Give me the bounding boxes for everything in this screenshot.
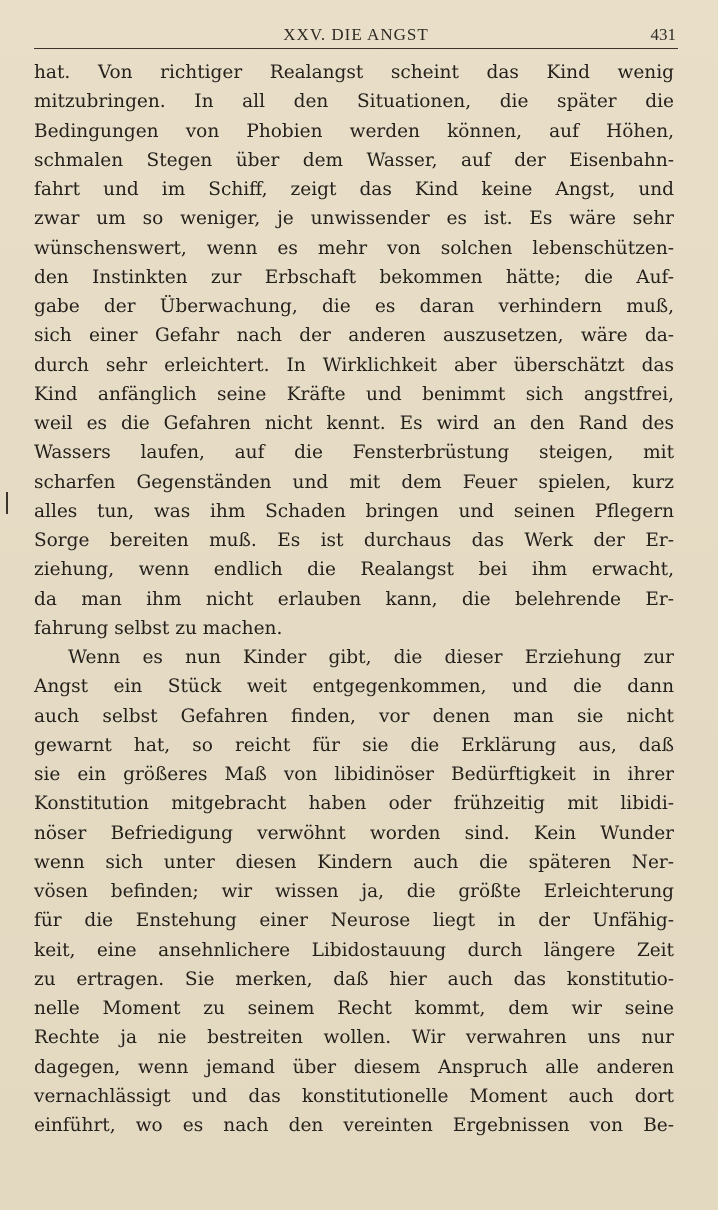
text-line: zwar um so weniger, je unwissender es ist. Es wäre sehr [34,208,674,230]
text-line: für die Enstehung einer Neurose liegt in der Unfähig- [34,910,674,932]
body-text [34,58,674,1140]
text-line: nöser Befriedigung verwöhnt worden sind. Kein Wunder [34,822,674,844]
text-line: nelle Moment zu seinem Recht kommt, dem wir seine [34,998,674,1019]
text-line: Wassers laufen, auf die Fensterbrüstung steigen, mit [34,442,674,464]
text-line-paragraph-end: fahrung selbst zu machen. [34,617,283,639]
text-line: ziehung, wenn endlich die Realangst bei ihm erwacht, [34,559,674,581]
text-line: keit, eine ansehnlichere Libidostauung durch längere Zeit [34,939,674,961]
text-line-paragraph-start: Wenn es nun Kinder gibt, die dieser Erziehung zur [68,647,674,668]
text-line: zu ertragen. Sie merken, daß hier auch das konstitutio- [34,968,674,990]
text-line: sie ein größeres Maß von libidinöser Bedürftigkeit in ihrer [34,764,674,785]
running-head: XXV. DIE ANGST [283,25,429,44]
text-line: gabe der Überwachung, die es daran verhindern muß, [34,296,674,317]
text-line: einführt, wo es nach den vereinten Ergebnissen von Be- [34,1115,674,1136]
text-line: Kind anfänglich seine Kräfte und benimmt sich angstfrei, [34,383,674,405]
text-line: fahrt und im Schiff, zeigt das Kind keine Angst, und [34,179,674,200]
text-line: durch sehr erleichtert. In Wirklichkeit aber überschätzt das [34,354,674,376]
margin-mark [6,492,8,514]
text-line: wünschenswert, wenn es mehr von solchen lebenschützen- [34,237,674,259]
text-line: weil es die Gefahren nicht kennt. Es wird an den Rand des [34,413,674,434]
text-line: gewarnt hat, so reicht für sie die Erklärung aus, daß [34,734,674,756]
text-line: den Instinkten zur Erbschaft bekommen hätte; die Auf- [34,266,674,288]
page-header [34,24,678,49]
text-line: da man ihm nicht erlauben kann, die belehrende Er- [34,588,674,610]
text-line: scharfen Gegenständen und mit dem Feuer spielen, kurz [34,471,674,493]
text-line: Sorge bereiten muß. Es ist durchaus das Werk der Er- [34,530,674,551]
text-line: vernachlässigt und das konstitutionelle Moment auch dort [34,1085,674,1107]
text-line: hat. Von richtiger Realangst scheint das Kind wenig [34,62,674,83]
text-line: sich einer Gefahr nach der anderen auszusetzen, wäre da- [34,325,674,347]
text-line: Konstitution mitgebracht haben oder frühzeitig mit libidi- [34,793,674,815]
text-line: mitzubringen. In all den Situationen, die später die [34,91,674,113]
text-line: wenn sich unter diesen Kindern auch die späteren Ner- [34,851,674,873]
text-line: vösen befinden; wir wissen ja, die größte Erleichterung [34,881,674,902]
text-line: Bedingungen von Phobien werden können, auf Höhen, [34,120,674,142]
text-line: schmalen Stegen über dem Wasser, auf der Eisenbahn- [34,149,674,171]
text-line: dagegen, wenn jemand über diesem Anspruch alle anderen [34,1056,674,1078]
text-line: Rechte ja nie bestreiten wollen. Wir verwahren uns nur [34,1027,674,1049]
text-line: alles tun, was ihm Schaden bringen und seinen Pflegern [34,500,674,522]
text-line: Angst ein Stück weit entgegenkommen, und die dann [34,676,674,698]
text-line: auch selbst Gefahren finden, vor denen man sie nicht [34,705,674,727]
page-number: 431 [650,25,676,44]
